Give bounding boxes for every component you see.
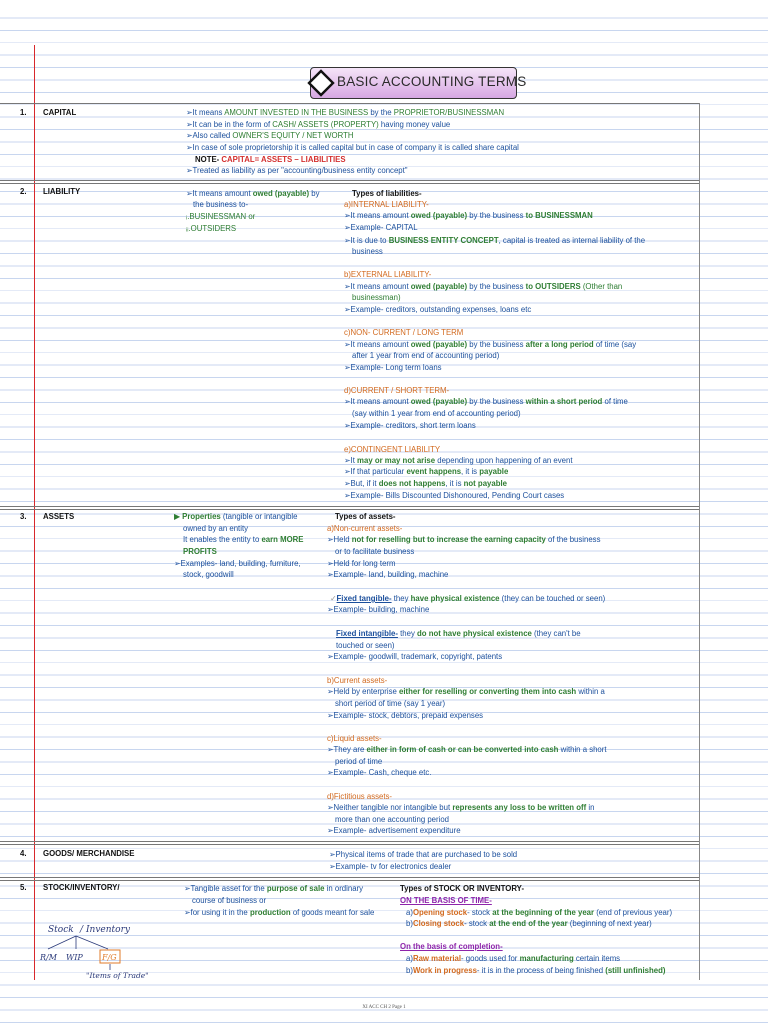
liability-text: ➢Example- CAPITAL: [344, 223, 418, 232]
assets-text: ➢Example- goodwill, trademark, copyright, patents: [327, 652, 503, 661]
red-margin-line: [34, 45, 35, 980]
sketch-rm: R/M: [40, 953, 57, 962]
assets-fixed-intangible: Fixed intangible- they do not have physical existence (they can't be: [336, 629, 581, 638]
capital-line: ➢Also called OWNER'S EQUITY / NET WORTH: [186, 131, 354, 140]
row-divider: [0, 183, 700, 184]
liability-a-heading: a)INTERNAL LIABILITY-: [344, 200, 429, 209]
assets-text: ➢Example- stock, debtors, prepaid expenses: [327, 711, 484, 720]
assets-text: ➢Example- Cash, cheque etc.: [327, 768, 432, 777]
assets-text: ➢Example- building, machine: [327, 605, 430, 614]
term-liability: LIABILITY: [43, 187, 81, 196]
assets-fixed-tangible: ✓Fixed tangible- they have physical existence (they can be touched or seen): [330, 594, 606, 603]
liability-text: ➢It means amount owed (payable) by the business to BUSINESSMAN: [344, 211, 593, 220]
liability-text: businessman): [352, 293, 401, 302]
liability-text: ➢It may or may not arise depending upon happening of an event: [344, 456, 573, 465]
sketch-items-of-trade: "Items of Trade": [86, 971, 149, 980]
assets-desc: PROFITS: [183, 547, 217, 556]
liability-e-heading: e)CONTINGENT LIABILITY: [344, 445, 441, 454]
sketch-inventory-label: Inventory: [86, 925, 130, 935]
assets-text: ➢Example- land, building, machine: [327, 570, 449, 579]
stock-completion-heading: On the basis of completion-: [400, 942, 503, 951]
term-stock: STOCK/INVENTORY/: [43, 883, 120, 892]
goods-text: ➢Physical items of trade that are purchased to be sold: [329, 850, 518, 859]
capital-line: ➢It can be in the form of CASH/ ASSETS (PROPERTY) having money value: [186, 120, 451, 129]
row-divider: [0, 844, 700, 845]
sketch-wip: WIP: [66, 953, 83, 962]
liability-c-heading: c)NON- CURRENT / LONG TERM: [344, 328, 464, 337]
liability-text: ➢Example- creditors, outstanding expenses, loans etc: [344, 305, 532, 314]
term-goods: GOODS/ MERCHANDISE: [43, 849, 135, 858]
handwritten-inventory-sketch: [36, 916, 196, 986]
assets-b-heading: b)Current assets-: [327, 676, 388, 685]
sketch-divider: /: [80, 925, 84, 935]
assets-text: more than one accounting period: [335, 815, 449, 824]
assets-d-heading: d)Fictitious assets-: [327, 792, 392, 801]
assets-desc: stock, goodwill: [183, 570, 234, 579]
liability-text: ➢Example- Bills Discounted Dishonoured, Pending Court cases: [344, 491, 565, 500]
stock-text: a)Opening stock- stock at the beginning of the year (end of previous year): [406, 908, 673, 917]
assets-text: touched or seen): [336, 641, 395, 650]
assets-a-heading: a)Non-current assets-: [327, 524, 403, 533]
term-assets: ASSETS: [43, 512, 75, 521]
liability-desc: ➢It means amount owed (payable) by: [186, 189, 320, 198]
stock-desc: ➢for using it in the production of goods meant for sale: [184, 908, 375, 917]
liability-b-heading: b)EXTERNAL LIABILITY-: [344, 270, 432, 279]
capital-line: ➢In case of sole proprietorship it is called capital but in case of company it is called share capital: [186, 143, 519, 152]
stock-text: b)Closing stock- stock at the end of the year (beginning of next year): [406, 919, 652, 928]
assets-text: period of time: [335, 757, 383, 766]
row-divider: [0, 180, 700, 181]
liability-text: (say within 1 year from end of accounting period): [352, 409, 521, 418]
liability-text: ➢It means amount owed (payable) by the business within a short period of time: [344, 397, 628, 406]
liability-text: business: [352, 247, 383, 256]
row-divider: [0, 506, 700, 507]
liability-text: after 1 year from end of accounting period): [352, 351, 500, 360]
stock-desc: ➢Tangible asset for the purpose of sale in ordinary: [184, 884, 364, 893]
diamond-icon: [307, 69, 335, 97]
assets-text: ➢Held for long term: [327, 559, 396, 568]
assets-desc: ➢Examples- land, building, furniture,: [174, 559, 301, 568]
row-number: 2.: [20, 187, 27, 196]
liability-text: ➢But, if it does not happens, it is not payable: [344, 479, 507, 488]
assets-text: ➢Example- advertisement expenditure: [327, 826, 461, 835]
liability-text: ➢Example- Long term loans: [344, 363, 442, 372]
row-number: 5.: [20, 883, 27, 892]
assets-text: ➢Held not for reselling but to increase the earning capacity of the business: [327, 535, 601, 544]
liability-desc: ᵢ.BUSINESSMAN or: [186, 212, 256, 221]
assets-desc: It enables the entity to earn MORE: [183, 535, 304, 544]
assets-desc: owned by an entity: [183, 524, 249, 533]
stock-text: b)Work in progress- it is in the process of being finished (still unfinished): [406, 966, 666, 975]
row-number: 3.: [20, 512, 27, 521]
stock-text: a)Raw material- goods used for manufacturing certain items: [406, 954, 621, 963]
row-divider: [0, 509, 700, 510]
table-right-border: [699, 103, 700, 980]
assets-text: short period of time (say 1 year): [335, 699, 446, 708]
stock-time-heading: ON THE BASIS OF TIME-: [400, 896, 492, 905]
liability-types-heading: Types of liabilities-: [352, 189, 422, 198]
capital-line: ➢Treated as liability as per "accounting/business entity concept": [186, 166, 408, 175]
assets-text: ➢Neither tangible nor intangible but represents any loss to be written off in: [327, 803, 595, 812]
assets-text: ➢They are either in form of cash or can be converted into cash within a short: [327, 745, 607, 754]
liability-text: ➢It is due to BUSINESS ENTITY CONCEPT, capital is treated as internal liability of the: [344, 236, 646, 245]
liability-text: ➢It means amount owed (payable) by the business after a long period of time (say: [344, 340, 637, 349]
liability-text: ➢It means amount owed (payable) by the business to OUTSIDERS (Other than: [344, 282, 623, 291]
row-divider: [0, 841, 700, 842]
sketch-fg: F/G: [102, 953, 117, 962]
row-divider: [0, 877, 700, 878]
liability-text: ➢If that particular event happens, it is payable: [344, 467, 509, 476]
table-top-rule: [0, 103, 700, 104]
title-banner: [310, 67, 527, 99]
stock-types-heading: Types of STOCK OR INVENTORY-: [400, 884, 525, 893]
sketch-branch-lines: [48, 936, 108, 949]
liability-desc: ᵢᵢ.OUTSIDERS: [186, 224, 237, 233]
row-number: 1.: [20, 108, 27, 117]
assets-text: or to facilitate business: [335, 547, 415, 556]
term-capital: CAPITAL: [43, 108, 77, 117]
assets-text: ➢Held by enterprise either for reselling or converting them into cash within a: [327, 687, 605, 696]
capital-line: ➢It means AMOUNT INVESTED IN THE BUSINESS by the PROPRIETOR/BUSINESSMAN: [186, 108, 505, 117]
goods-text: ➢Example- tv for electronics dealer: [329, 862, 452, 871]
liability-d-heading: d)CURRENT / SHORT TERM-: [344, 386, 450, 395]
row-divider: [0, 880, 700, 881]
row-number: 4.: [20, 849, 27, 858]
assets-c-heading: c)Liquid assets-: [327, 734, 382, 743]
page-title: BASIC ACCOUNTING TERMS: [337, 74, 527, 89]
liability-text: ➢Example- creditors, short term loans: [344, 421, 476, 430]
assets-types-heading: Types of assets-: [335, 512, 396, 521]
sketch-stock-label: Stock: [48, 925, 74, 935]
assets-desc: ▶ Properties (tangible or intangible: [174, 512, 298, 521]
liability-desc: the business to-: [193, 200, 249, 209]
stock-desc: course of business or: [192, 896, 267, 905]
page-footer: XI ACC CH 2 Page 1: [362, 1005, 406, 1010]
capital-note: NOTE- CAPITAL= ASSETS – LIABILITIES: [195, 155, 346, 164]
